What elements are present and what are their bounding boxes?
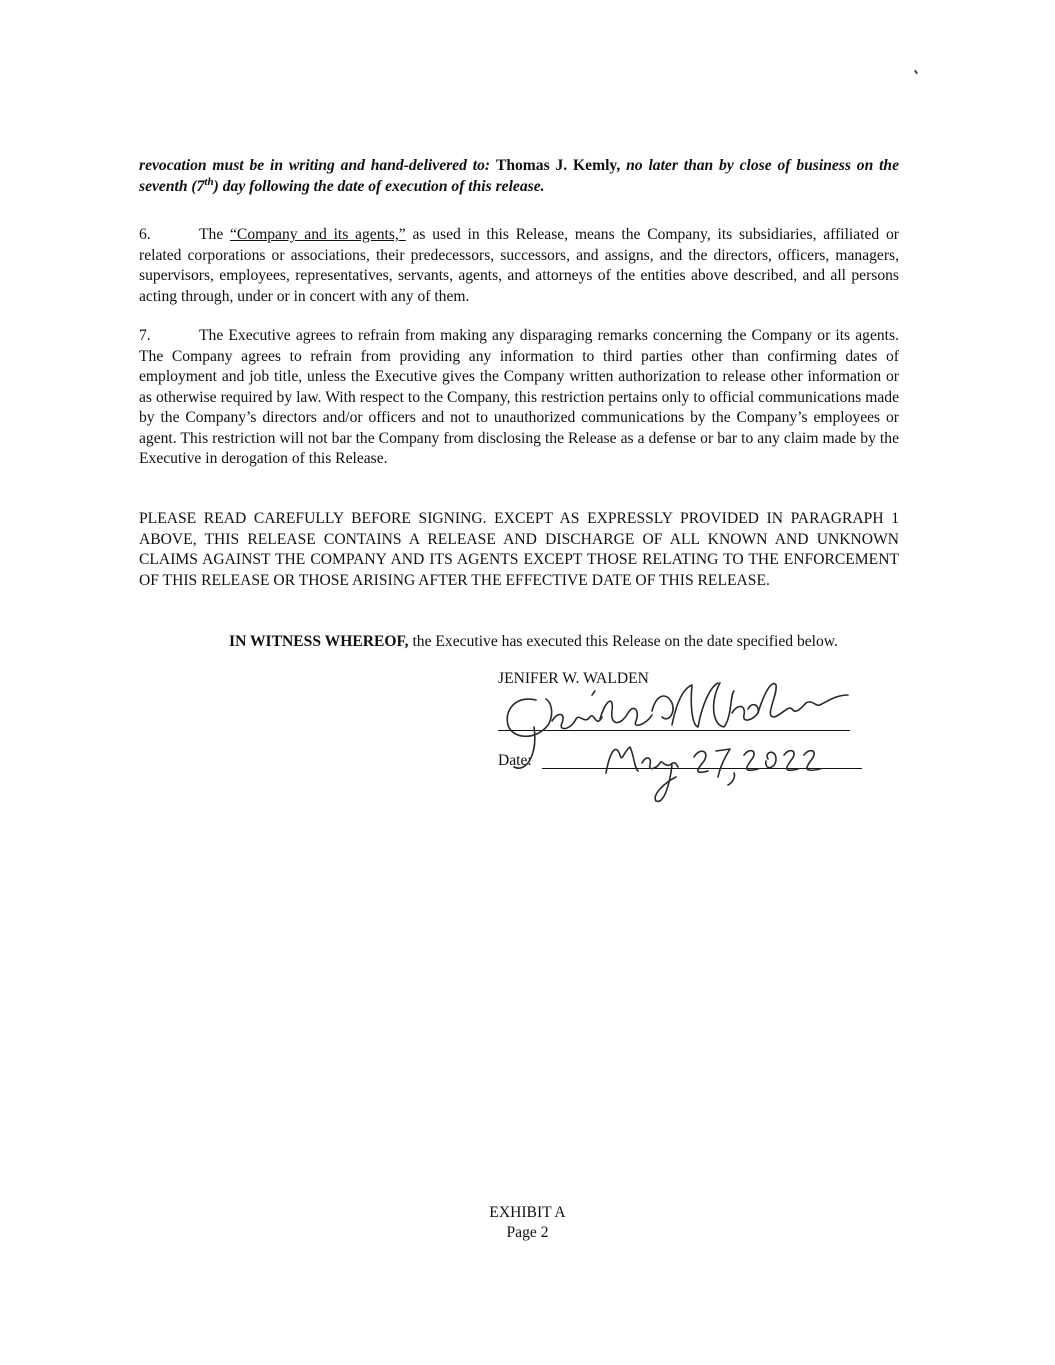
- paragraph-7: [139, 326, 899, 470]
- revocation-ordinal-sup: th: [204, 175, 214, 188]
- paragraph-6-defined-term: “Company and its agents,”: [230, 226, 406, 243]
- notice-paragraph: PLEASE READ CAREFULLY BEFORE SIGNING. EXCEPT AS EXPRESSLY PROVIDED IN PARAGRAPH 1 ABOVE, THIS RELEASE CONTAINS A RELEASE AND DISCHARGE OF ALL KNOWN AND UNKNOWN CLAIMS AGAINST THE COMPANY AND ITS AGENTS EXCEPT THOSE RELATING TO THE ENFORCEMENT OF THIS RELEASE OR THOSE ARISING AFTER THE EFFECTIVE DATE OF THIS RELEASE.: [139, 510, 899, 589]
- revocation-text-2: no later than by close of business on the seventh: [139, 157, 900, 195]
- revocation-ordinal-post: ): [213, 177, 219, 195]
- paragraph-7-number: 7.: [139, 327, 151, 344]
- scan-speck: [914, 70, 918, 74]
- handwritten-signature: [496, 655, 866, 825]
- signer-name: JENIFER W. WALDEN: [498, 670, 649, 687]
- revocation-text-1: revocation must be in writing and hand-delivered to:: [139, 157, 491, 174]
- revocation-paragraph: [139, 156, 899, 197]
- paragraph-6-text-post: as used in this Release, means the Company, its subsidiaries, affiliated or related corporations or associations, their predecessors, successors, and assigns, and the directors, officers, managers, supervisors, employees, representatives, servants, agents, and attorneys of the entities above described, and all persons acting through, under or in concert with any of them.: [139, 226, 899, 305]
- paragraph-7-text: The Executive agrees to refrain from making any disparaging remarks concerning the Company or its agents. The Company agrees to refrain from providing any information to third parties other than confirming dates of employment and job title, unless the Executive gives the Company written authorization to release other information or as otherwise required by law. With respect to the Company, this restriction pertains only to official communications made by the Company’s directors and/or officers and not to unauthorized communications by the Company’s employees or agent. This restriction will not bar the Company from disclosing the Release as a defense or bar to any claim made by the Executive in derogation of this Release.: [139, 327, 899, 467]
- revocation-text-3: day following the date of execution of this release.: [222, 177, 545, 195]
- revocation-ordinal-pre: (7: [191, 177, 205, 195]
- paragraph-6: [139, 225, 899, 307]
- paragraph-6-text-pre: The: [199, 226, 224, 243]
- date-label: Date:: [498, 752, 532, 769]
- witness-lead: IN WITNESS WHEREOF,: [229, 633, 409, 650]
- exhibit-label: EXHIBIT A: [489, 1204, 566, 1221]
- witness-statement: [229, 632, 838, 653]
- paragraph-6-number: 6.: [139, 226, 151, 243]
- witness-text: the Executive has executed this Release on the date specified below.: [412, 633, 838, 650]
- revocation-contact-name: Thomas J. Kemly,: [495, 157, 621, 174]
- page-number: Page 2: [506, 1224, 549, 1241]
